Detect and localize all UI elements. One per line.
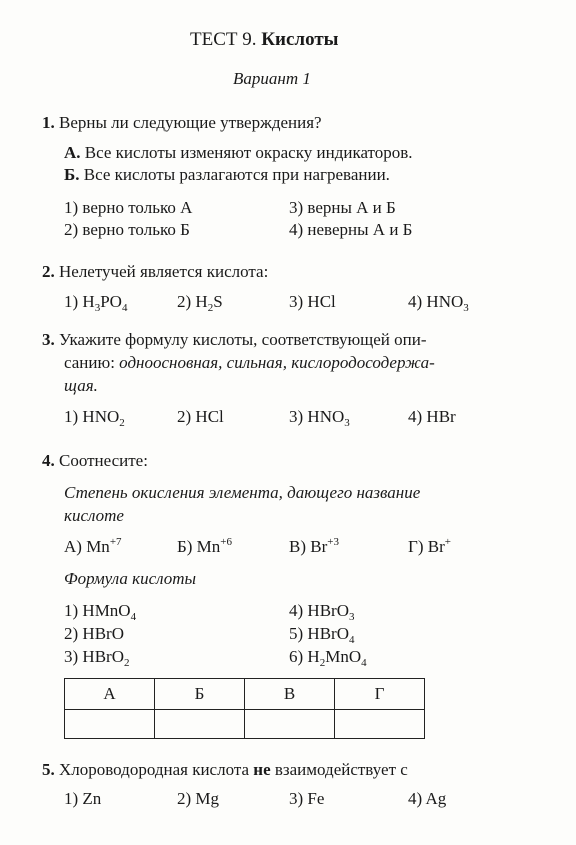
subscript: 3 (463, 302, 469, 314)
column-2-title: Формула кислоты (64, 569, 197, 588)
answer-option-4[interactable]: 4) Ag (408, 789, 447, 808)
answer-option-2[interactable]: 2) Mg (177, 789, 220, 808)
formula-option-6 (289, 647, 367, 669)
subscript: 4 (121, 302, 128, 314)
formula: 6) H (289, 647, 320, 666)
subscript: 3 (344, 417, 350, 429)
formula-option-5 (289, 624, 354, 646)
answer-cell-a[interactable] (65, 710, 155, 739)
item-c (289, 537, 339, 557)
answer-option-1[interactable] (64, 407, 125, 429)
subscript: 4 (348, 634, 355, 646)
answer-option-4[interactable]: 4) неверны А и Б (289, 220, 413, 239)
column-1-title-cont: кислоте (64, 506, 124, 525)
question-number: 1. (42, 113, 55, 132)
question-1 (42, 113, 322, 133)
question-text: взаимодействует с (270, 760, 408, 779)
answer-table-header-a: А (65, 679, 155, 710)
formula: 4) HBrO (289, 601, 349, 620)
formula: S (213, 292, 223, 311)
statement-text: Все кислоты разлагаются при нагревании. (83, 165, 390, 184)
statement-b (64, 165, 390, 185)
formula: MnO (325, 647, 362, 666)
item-b (177, 537, 232, 557)
answer-table-header-d: Г (335, 679, 425, 710)
item-d (408, 537, 451, 557)
question-text: Верны ли следующие утверждения? (59, 113, 322, 132)
test-number: ТЕСТ 9. (190, 29, 257, 50)
formula-option-4 (289, 601, 354, 623)
answer-table (64, 678, 425, 739)
subscript: 2 (119, 417, 125, 429)
answer-table-header-c: В (245, 679, 335, 710)
formula: 4) HNO (408, 292, 464, 311)
question-3-line-2 (64, 353, 435, 373)
formula: Б) Mn (177, 537, 221, 556)
subscript: 3 (348, 611, 355, 623)
answer-table-header-b: Б (155, 679, 245, 710)
question-text: Соотнесите: (59, 451, 148, 470)
answer-option-3[interactable]: 3) HCl (289, 292, 336, 311)
test-topic: Кислоты (261, 29, 339, 50)
statement-label: А. (64, 143, 81, 162)
statement-text: Все кислоты изменяют окраску индикаторов. (84, 143, 413, 162)
superscript: +6 (220, 536, 233, 548)
question-number: 3. (42, 330, 55, 349)
answer-option-1[interactable]: 1) Zn (64, 789, 102, 808)
answer-option-1[interactable]: 1) верно только А (64, 198, 193, 217)
question-text-italic: одноосновная, сильная, кислородосодержа- (119, 353, 435, 372)
answer-option-2[interactable]: 2) HCl (177, 407, 224, 426)
answer-option-1[interactable] (64, 292, 127, 314)
subscript: 2 (319, 657, 326, 669)
formula: 2) H (177, 292, 208, 311)
formula: 1) H (64, 292, 95, 311)
variant-label: Вариант 1 (233, 69, 311, 88)
question-text-bold: не (253, 760, 271, 779)
test-title (190, 29, 338, 51)
question-3 (42, 330, 427, 350)
question-number: 2. (42, 262, 55, 281)
question-text: Нелетучей является кислота: (59, 262, 269, 281)
formula: PO (100, 292, 122, 311)
answer-cell-d[interactable] (335, 710, 425, 739)
answer-option-2[interactable] (177, 292, 223, 314)
question-text: санию: (64, 353, 120, 372)
subscript: 4 (130, 611, 137, 623)
formula-option-3 (64, 647, 129, 669)
statement-a (64, 143, 413, 163)
question-3-line-3: щая. (64, 376, 98, 395)
answer-cell-c[interactable] (245, 710, 335, 739)
answer-option-2[interactable]: 2) верно только Б (64, 220, 190, 239)
question-text: Укажите формулу кислоты, соответствующей опи- (59, 330, 427, 349)
column-1-title: Степень окисления элемента, дающего название (64, 483, 421, 502)
question-5 (42, 760, 408, 780)
formula-option-2: 2) HBrO (64, 624, 124, 643)
formula-option-1 (64, 601, 136, 623)
formula: 3) HNO (289, 407, 345, 426)
answer-table-header-row (65, 679, 425, 710)
answer-option-4[interactable] (408, 292, 469, 314)
answer-cell-b[interactable] (155, 710, 245, 739)
answer-table-input-row (65, 710, 425, 739)
subscript: 4 (361, 657, 367, 669)
question-2 (42, 262, 268, 282)
superscript: + (444, 536, 451, 548)
formula: 3) HBrO (64, 647, 124, 666)
question-number: 5. (42, 760, 55, 779)
answer-option-4[interactable]: 4) HBr (408, 407, 456, 426)
statement-label: Б. (64, 165, 80, 184)
formula: А) Mn (64, 537, 110, 556)
formula: В) Br (289, 537, 328, 556)
question-text: Хлороводородная кислота (59, 760, 254, 779)
superscript: +7 (109, 536, 122, 548)
formula: 1) HMnO (64, 601, 131, 620)
subscript: 2 (207, 302, 214, 314)
formula: Г) Br (408, 537, 445, 556)
superscript: +3 (327, 536, 339, 548)
answer-option-3[interactable]: 3) Fe (289, 789, 325, 808)
item-a (64, 537, 122, 557)
subscript: 2 (123, 657, 130, 669)
formula: 5) HBrO (289, 624, 349, 643)
question-number: 4. (42, 451, 55, 470)
question-4 (42, 451, 148, 471)
answer-option-3[interactable] (289, 407, 350, 429)
formula: 1) HNO (64, 407, 120, 426)
subscript: 3 (94, 302, 101, 314)
answer-option-3[interactable]: 3) верны А и Б (289, 198, 396, 217)
